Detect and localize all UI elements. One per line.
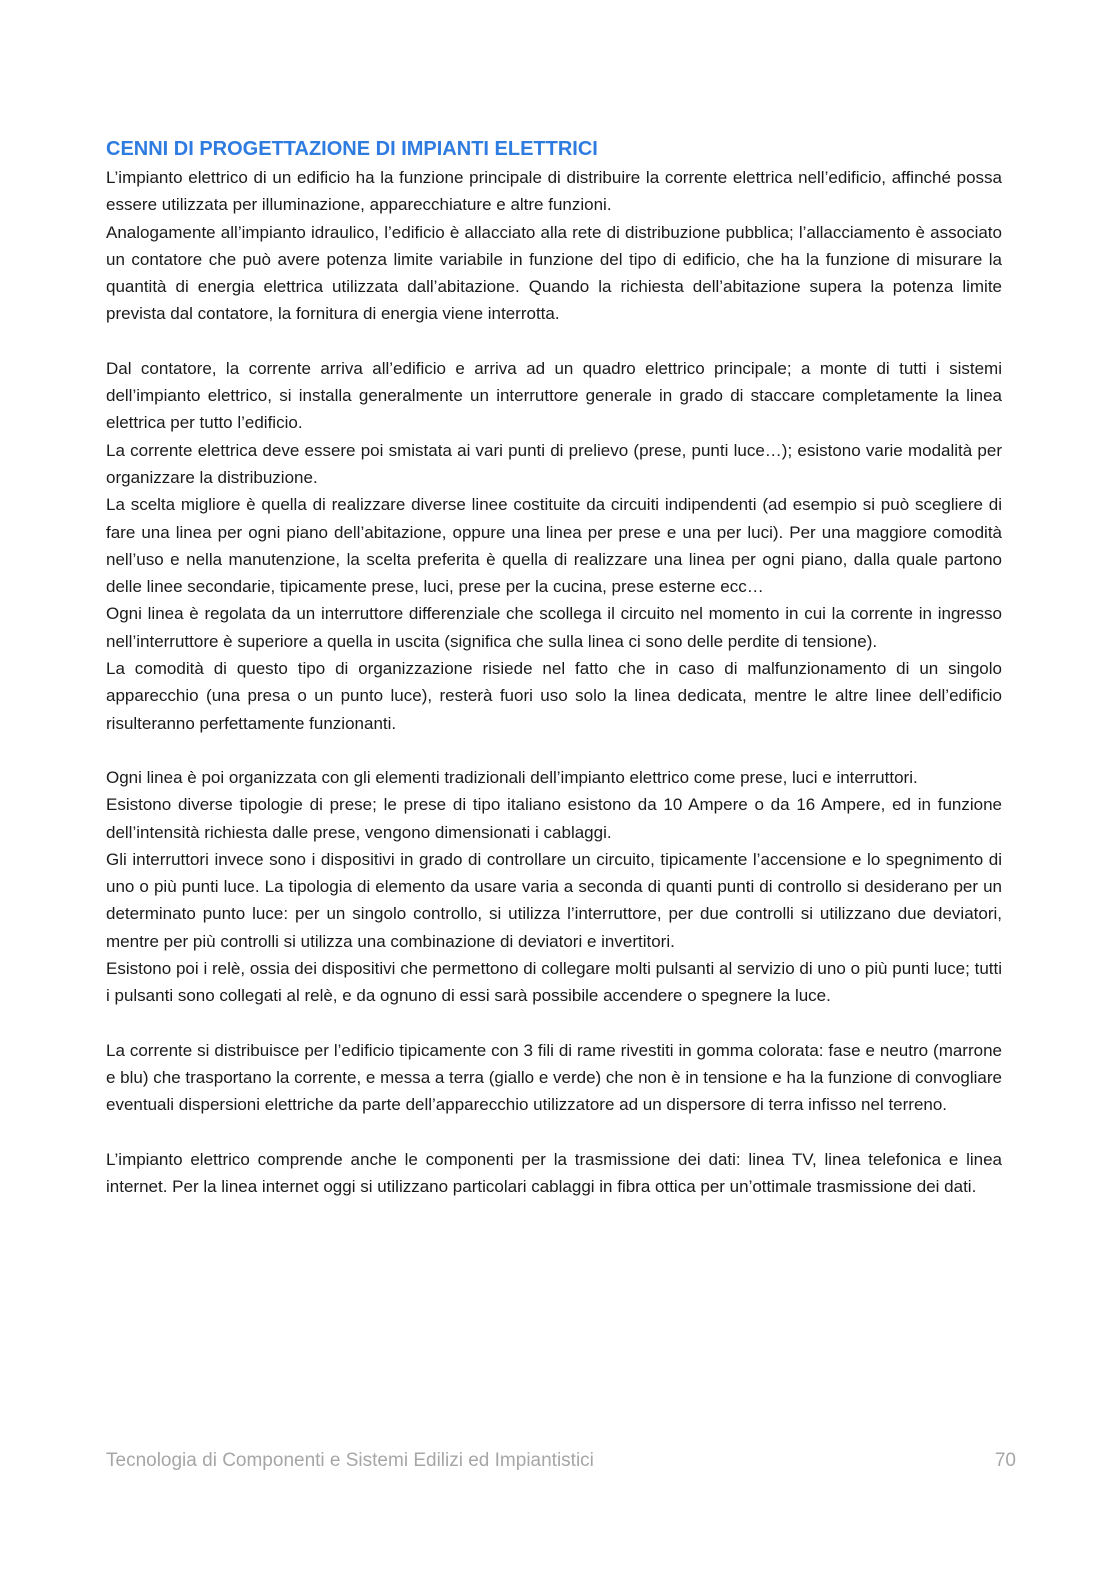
paragraph: L’impianto elettrico di un edificio ha la funzione principale di distribuire la corrente elettrica nell’edificio, affinché possa essere utilizzata per illuminazione, apparecchiature e altre funzioni.: [106, 168, 1002, 215]
paragraph: La corrente elettrica deve essere poi smistata ai vari punti di prelievo (prese, punti luce…); esistono varie modalità per organizzare la distribuzione.: [106, 440, 1002, 487]
paragraph: L’impianto elettrico comprende anche le componenti per la trasmissione dei dati: linea TV, linea telefonica e linea internet. Per la linea internet oggi si utilizzano particolari cablaggi in fibra ottica per un’ottimale trasmissione dei dati.: [106, 1149, 1002, 1196]
page-number: 70: [994, 1450, 1016, 1471]
page-content: [106, 136, 1002, 1200]
paragraph: La comodità di questo tipo di organizzazione risiede nel fatto che in caso di malfunzionamento di un singolo apparecchio (una presa o un punto luce), resterà fuori uso solo la linea dedicata, mentre le altre linee dell’edificio risulteranno perfettamente funzionanti.: [106, 659, 1002, 733]
footer-title: Tecnologia di Componenti e Sistemi Edilizi ed Impiantistici: [106, 1450, 594, 1471]
paragraph: Ogni linea è regolata da un interruttore differenziale che scollega il circuito nel momento in cui la corrente in ingresso nell’interruttore è superiore a quella in uscita (significa che sulla linea ci sono delle perdite di tensione).: [106, 604, 1002, 651]
paragraph: Ogni linea è poi organizzata con gli elementi tradizionali dell’impianto elettrico come prese, luci e interruttori.: [106, 767, 918, 787]
paragraph: Dal contatore, la corrente arriva all’edificio e arriva ad un quadro elettrico principale; a monte di tutti i sistemi dell’impianto elettrico, si installa generalmente un interruttore generale in grado di staccare completamente la linea elettrica per tutto l’edificio.: [106, 358, 1002, 433]
section-heading: CENNI DI PROGETTAZIONE DI IMPIANTI ELETTRICI: [106, 138, 598, 160]
paragraph: Analogamente all’impianto idraulico, l’edificio è allacciato alla rete di distribuzione pubblica; l’allacciamento è associato un contatore che può avere potenza limite variabile in funzione del tipo di edificio, che ha la funzione di misurare la quantità di energia elettrica utilizzata dall’abitazione. Quando la richiesta dell’abitazione supera la potenza limite prevista dal contatore, la fornitura di energia viene interrotta.: [106, 222, 1002, 324]
paragraph: Gli interruttori invece sono i dispositivi in grado di controllare un circuito, tipicamente l’accensione e lo spegnimento di uno o più punti luce. La tipologia di elemento da usare varia a seconda di quanti punti di controllo si desiderano per un determinato punto luce: per un singolo controllo, si utilizza l’interruttore, per due controlli si utilizzano due deviatori, mentre per più controlli si utilizza una combinazione di deviatori e invertitori.: [106, 849, 1002, 951]
paragraph: La scelta migliore è quella di realizzare diverse linee costituite da circuiti indipendenti (ad esempio si può scegliere di fare una linea per ogni piano dell’abitazione, oppure una linea per prese e una per luci). Per una maggiore comodità nell’uso e nella manutenzione, la scelta preferita è quella di realizzare una linea per ogni piano, dalla quale partono delle linee secondarie, tipicamente prese, luci, prese per la cucina, prese esterne ecc…: [106, 495, 1002, 597]
paragraph: La corrente si distribuisce per l’edificio tipicamente con 3 fili di rame rivestiti in gomma colorata: fase e neutro (marrone e blu) che trasportano la corrente, e messa a terra (giallo e verde) che non è in tensione e ha la funzione di convogliare eventuali dispersioni elettriche da parte dell’apparecchio utilizzatore ad un dispersore di terra infisso nel terreno.: [106, 1040, 1002, 1115]
paragraph: Esistono poi i relè, ossia dei dispositivi che permettono di collegare molti pulsanti al servizio di uno o più punti luce; tutti i pulsanti sono collegati al relè, e da ognuno di essi sarà possibile accendere o spegnere la luce.: [106, 959, 1002, 1006]
paragraph: Esistono diverse tipologie di prese; le prese di tipo italiano esistono da 10 Ampere o da 16 Ampere, ed in funzione dell’intensità richiesta dalle prese, vengono dimensionati i cablaggi.: [106, 795, 1002, 842]
